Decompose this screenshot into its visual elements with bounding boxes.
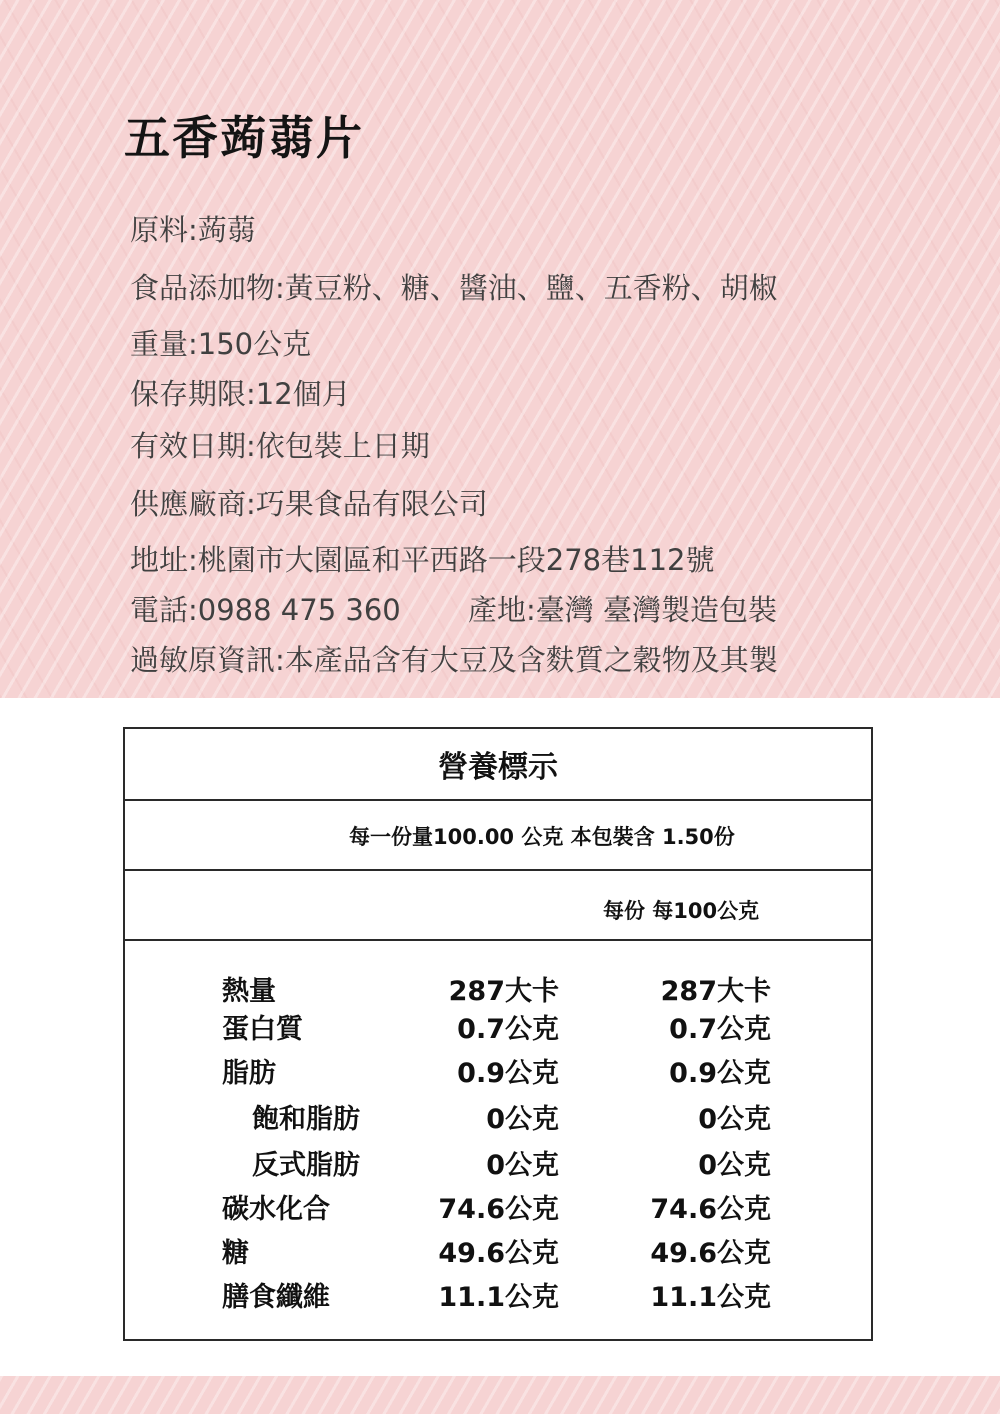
- nutrient-name: 蛋白質: [222, 1014, 303, 1045]
- nutrient-name: 糖: [222, 1238, 249, 1269]
- per-serving-value: 0公克: [486, 1150, 559, 1181]
- expiry-text: 有效日期:依包裝上日期: [130, 429, 430, 463]
- origin-text: 產地:臺灣 臺灣製造包裝: [468, 593, 777, 627]
- supplier-text: 供應廠商:巧果食品有限公司: [130, 487, 488, 521]
- additives-text: 食品添加物:黃豆粉、糖、醬油、鹽、五香粉、胡椒: [130, 271, 778, 305]
- nutrient-name: 飽和脂肪: [252, 1104, 360, 1135]
- per-100g-value: 0.9公克: [669, 1058, 771, 1089]
- product-title: 五香蒟蒻片: [124, 111, 364, 165]
- ingredients-text: 原料:蒟蒻: [130, 213, 256, 247]
- nutrient-row: [125, 1275, 871, 1319]
- column-header-text: 每份 每100公克: [603, 899, 760, 923]
- per-serving-value: 287大卡: [448, 976, 559, 1007]
- per-100g-value: 49.6公克: [650, 1238, 771, 1269]
- allergen-text: 過敏原資訊:本產品含有大豆及含麩質之穀物及其製: [130, 643, 778, 677]
- nutrient-row: [125, 1097, 871, 1141]
- nutrient-row: [125, 1051, 871, 1095]
- per-100g-value: 74.6公克: [650, 1194, 771, 1225]
- pink-texture-footer: [0, 1376, 1000, 1414]
- nutrient-row: [125, 1143, 871, 1187]
- nutrition-facts-table: [123, 727, 873, 1341]
- per-100g-value: 11.1公克: [650, 1282, 771, 1313]
- address-text: 地址:桃園市大園區和平西路一段278巷112號: [130, 543, 715, 577]
- per-100g-value: 0公克: [698, 1150, 771, 1181]
- nutrient-row: [125, 1007, 871, 1051]
- nutrient-name: 碳水化合: [222, 1194, 330, 1225]
- serving-size-text: 每一份量100.00 公克 本包裝含 1.50份: [349, 825, 735, 849]
- nutrient-name: 熱量: [222, 976, 276, 1007]
- nutrient-name: 反式脂肪: [252, 1150, 360, 1181]
- column-header-row: [125, 871, 871, 941]
- per-100g-value: 287大卡: [660, 976, 771, 1007]
- per-serving-value: 0.9公克: [457, 1058, 559, 1089]
- nutrient-row: [125, 1231, 871, 1275]
- per-serving-value: 0公克: [486, 1104, 559, 1135]
- phone-text: 電話:0988 475 360: [130, 593, 401, 627]
- nutrient-name: 脂肪: [222, 1058, 276, 1089]
- per-100g-value: 0公克: [698, 1104, 771, 1135]
- per-serving-value: 49.6公克: [438, 1238, 559, 1269]
- per-serving-value: 11.1公克: [438, 1282, 559, 1313]
- weight-text: 重量:150公克: [130, 327, 312, 361]
- nutrition-title: 營養標示: [125, 729, 871, 801]
- nutrient-name: 膳食纖維: [222, 1282, 330, 1313]
- per-100g-value: 0.7公克: [669, 1014, 771, 1045]
- shelf-life-text: 保存期限:12個月: [130, 377, 351, 411]
- per-serving-value: 0.7公克: [457, 1014, 559, 1045]
- serving-size-row: [125, 801, 871, 871]
- per-serving-value: 74.6公克: [438, 1194, 559, 1225]
- nutrient-row: [125, 1187, 871, 1231]
